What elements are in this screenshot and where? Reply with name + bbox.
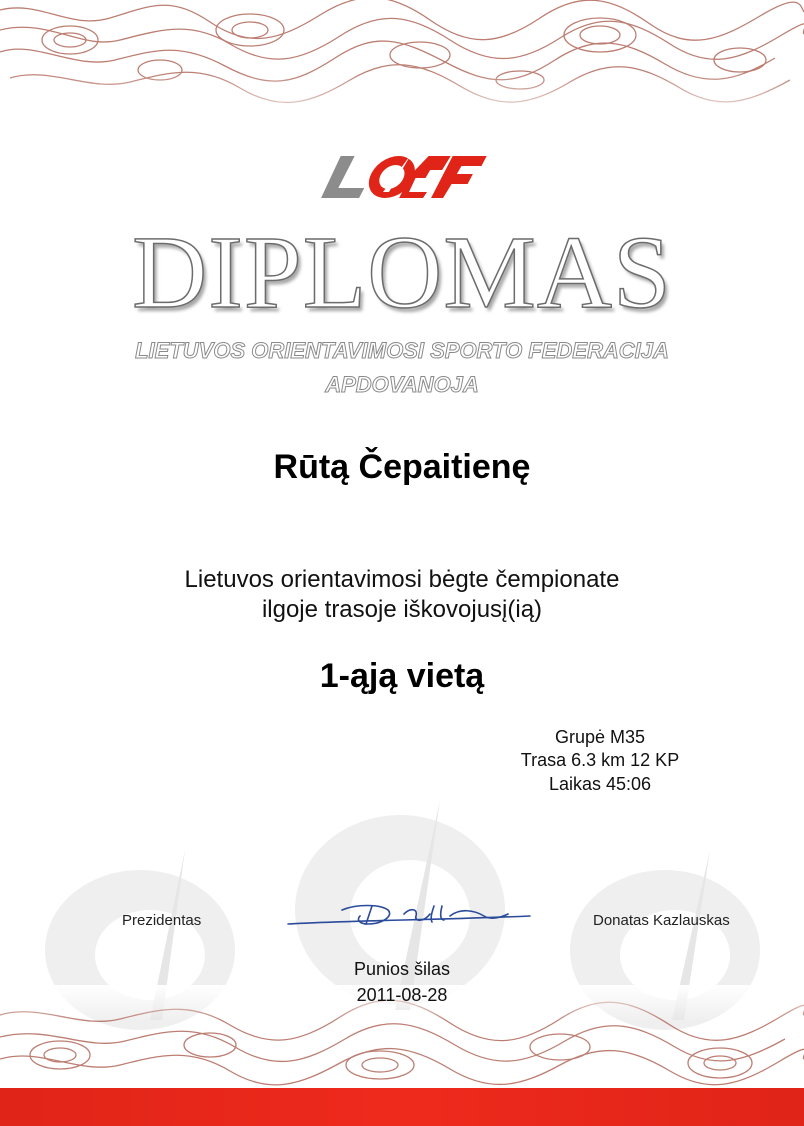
map-contour-decoration-top [0, 0, 804, 130]
award-place: 1-ąją vietą [319, 657, 485, 695]
time-detail: Laikas 45:06 [548, 774, 652, 794]
lof-logo [320, 152, 490, 202]
president-name: Donatas Kazlauskas [593, 912, 730, 929]
president-signature [284, 896, 534, 932]
event-date: 2011-08-28 [356, 985, 448, 1005]
red-footer-bar [0, 1088, 804, 1126]
federation-name: LIETUVOS ORIENTAVIMOSI SPORTO FEDERACIJA [135, 338, 669, 363]
group-detail: Grupė M35 [554, 727, 646, 747]
diploma-title: DIPLOMAS [132, 215, 672, 330]
event-description-line2: ilgoje trasoje iškovojusį(ią) [261, 596, 543, 623]
event-location: Punios šilas [353, 959, 451, 979]
president-role-label: Prezidentas [122, 912, 202, 929]
course-detail: Trasa 6.3 km 12 KP [520, 750, 680, 770]
recipient-name: Rūtą Čepaitienę [273, 448, 531, 486]
event-description-line1: Lietuvos orientavimosi bėgte čempionate [184, 566, 620, 593]
awards-subtitle: APDOVANOJA [325, 372, 479, 397]
